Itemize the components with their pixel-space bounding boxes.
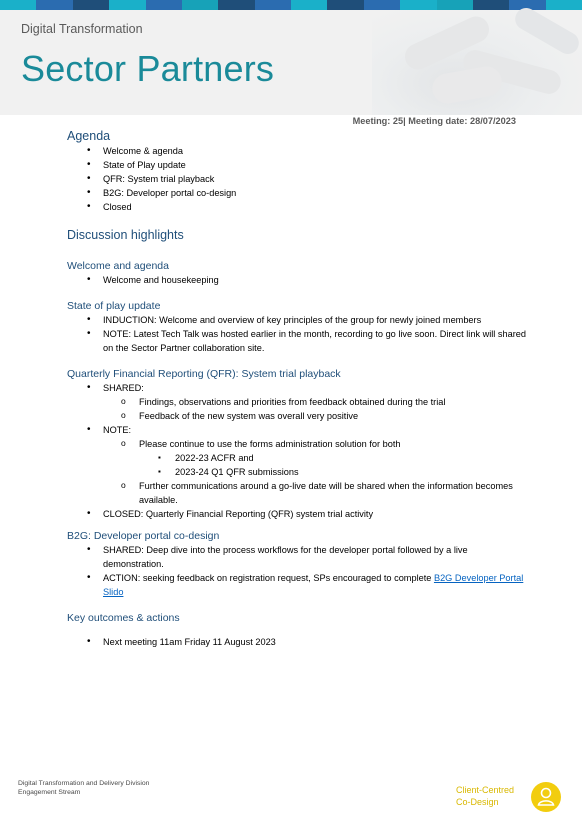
header-stripe [182, 0, 218, 10]
qfr-shared-label: SHARED: [103, 383, 144, 393]
header-stripe [0, 0, 36, 10]
qfr-heading: Quarterly Financial Reporting (QFR): System trial playback [67, 368, 341, 380]
discussion-heading: Discussion highlights [67, 228, 184, 242]
qfr-shared-subitem: o Feedback of the new system was overall very positive [67, 409, 527, 423]
outcome-item: • Next meeting 11am Friday 11 August 2023 [67, 635, 527, 649]
footer-line-1: Digital Transformation and Delivery Division [18, 780, 150, 787]
outcomes-heading: Key outcomes & actions [67, 612, 180, 624]
brand-line-1: Client-Centred [456, 785, 515, 795]
outcomes-list [67, 635, 527, 649]
qfr-note-subsublist [67, 451, 527, 479]
b2g-action-text: ACTION: seeking feedback on registration request, SPs encouraged to complete [103, 573, 434, 583]
state-of-play-item: • INDUCTION: Welcome and overview of key principles of the group for newly joined members [67, 313, 527, 327]
state-of-play-heading: State of play update [67, 300, 161, 312]
state-of-play-list [67, 313, 527, 355]
footer-division [18, 779, 149, 797]
header-stripe [36, 0, 72, 10]
agenda-heading: Agenda [67, 129, 111, 143]
b2g-list [67, 543, 527, 599]
header-stripe [109, 0, 145, 10]
header-stripe [364, 0, 400, 10]
hands-photo [372, 10, 582, 115]
slido-link[interactable]: B2G Developer Portal Slido [103, 573, 524, 597]
welcome-list [67, 273, 527, 287]
qfr-note-subitem: o Please continue to use the forms administration solution for both [67, 437, 527, 451]
qfr-closed-list [67, 507, 527, 521]
org-name: Digital Transformation [21, 22, 143, 36]
header-stripe [327, 0, 363, 10]
welcome-heading: Welcome and agenda [67, 260, 169, 272]
meeting-info: Meeting: 25| Meeting date: 28/07/2023 [352, 116, 516, 126]
header-stripe [291, 0, 327, 10]
brand-line-2: Co-Design [456, 797, 499, 807]
qfr-closed-item: • CLOSED: Quarterly Financial Reporting (QFR) system trial activity [67, 507, 527, 521]
qfr-note-sublist-2 [67, 479, 527, 507]
footer-line-2: Engagement Stream [18, 789, 81, 796]
header-stripes [0, 0, 582, 10]
header-stripe [255, 0, 291, 10]
qfr-note-subsubitem: ▪ 2022-23 ACFR and [67, 451, 527, 465]
qfr-shared-item [67, 381, 527, 395]
footer-brand [456, 784, 514, 808]
welcome-item: • Welcome and housekeeping [67, 273, 527, 287]
agenda-list [67, 144, 527, 214]
agenda-item: • QFR: System trial playback [67, 172, 527, 186]
header-stripe [473, 0, 509, 10]
b2g-action-item [67, 571, 527, 599]
header-stripe [218, 0, 254, 10]
qfr-note-list [67, 423, 527, 437]
agenda-item: • Welcome & agenda [67, 144, 527, 158]
header-banner [0, 0, 582, 115]
qfr-shared-sublist [67, 395, 527, 423]
qfr-note-sublist [67, 437, 527, 451]
page-title: Sector Partners [21, 48, 275, 89]
header-stripe [437, 0, 473, 10]
agenda-item: • State of Play update [67, 158, 527, 172]
qfr-list [67, 381, 527, 395]
qfr-note-subitem: o Further communications around a go-live date will be shared when the information becomes available. [67, 479, 527, 507]
qfr-note-subsubitem: ▪ 2023-24 Q1 QFR submissions [67, 465, 527, 479]
header-stripe [546, 0, 582, 10]
header-stripe [146, 0, 182, 10]
agenda-item: • B2G: Developer portal co-design [67, 186, 527, 200]
qfr-shared-subitem: o Findings, observations and priorities from feedback obtained during the trial [67, 395, 527, 409]
main-content [67, 128, 527, 649]
person-icon [531, 782, 561, 812]
b2g-heading: B2G: Developer portal co-design [67, 530, 220, 542]
b2g-shared-item: • SHARED: Deep dive into the process workflows for the developer portal followed by a live demonstration. [67, 543, 527, 571]
qfr-note-item: • NOTE: [67, 423, 527, 437]
header-stripe [73, 0, 109, 10]
header-stripe [400, 0, 436, 10]
agenda-item: • Closed [67, 200, 527, 214]
state-of-play-item: • NOTE: Latest Tech Talk was hosted earlier in the month, recording to go live soon. Direct link will shared on the Sector Partner collaboration site. [67, 327, 527, 355]
